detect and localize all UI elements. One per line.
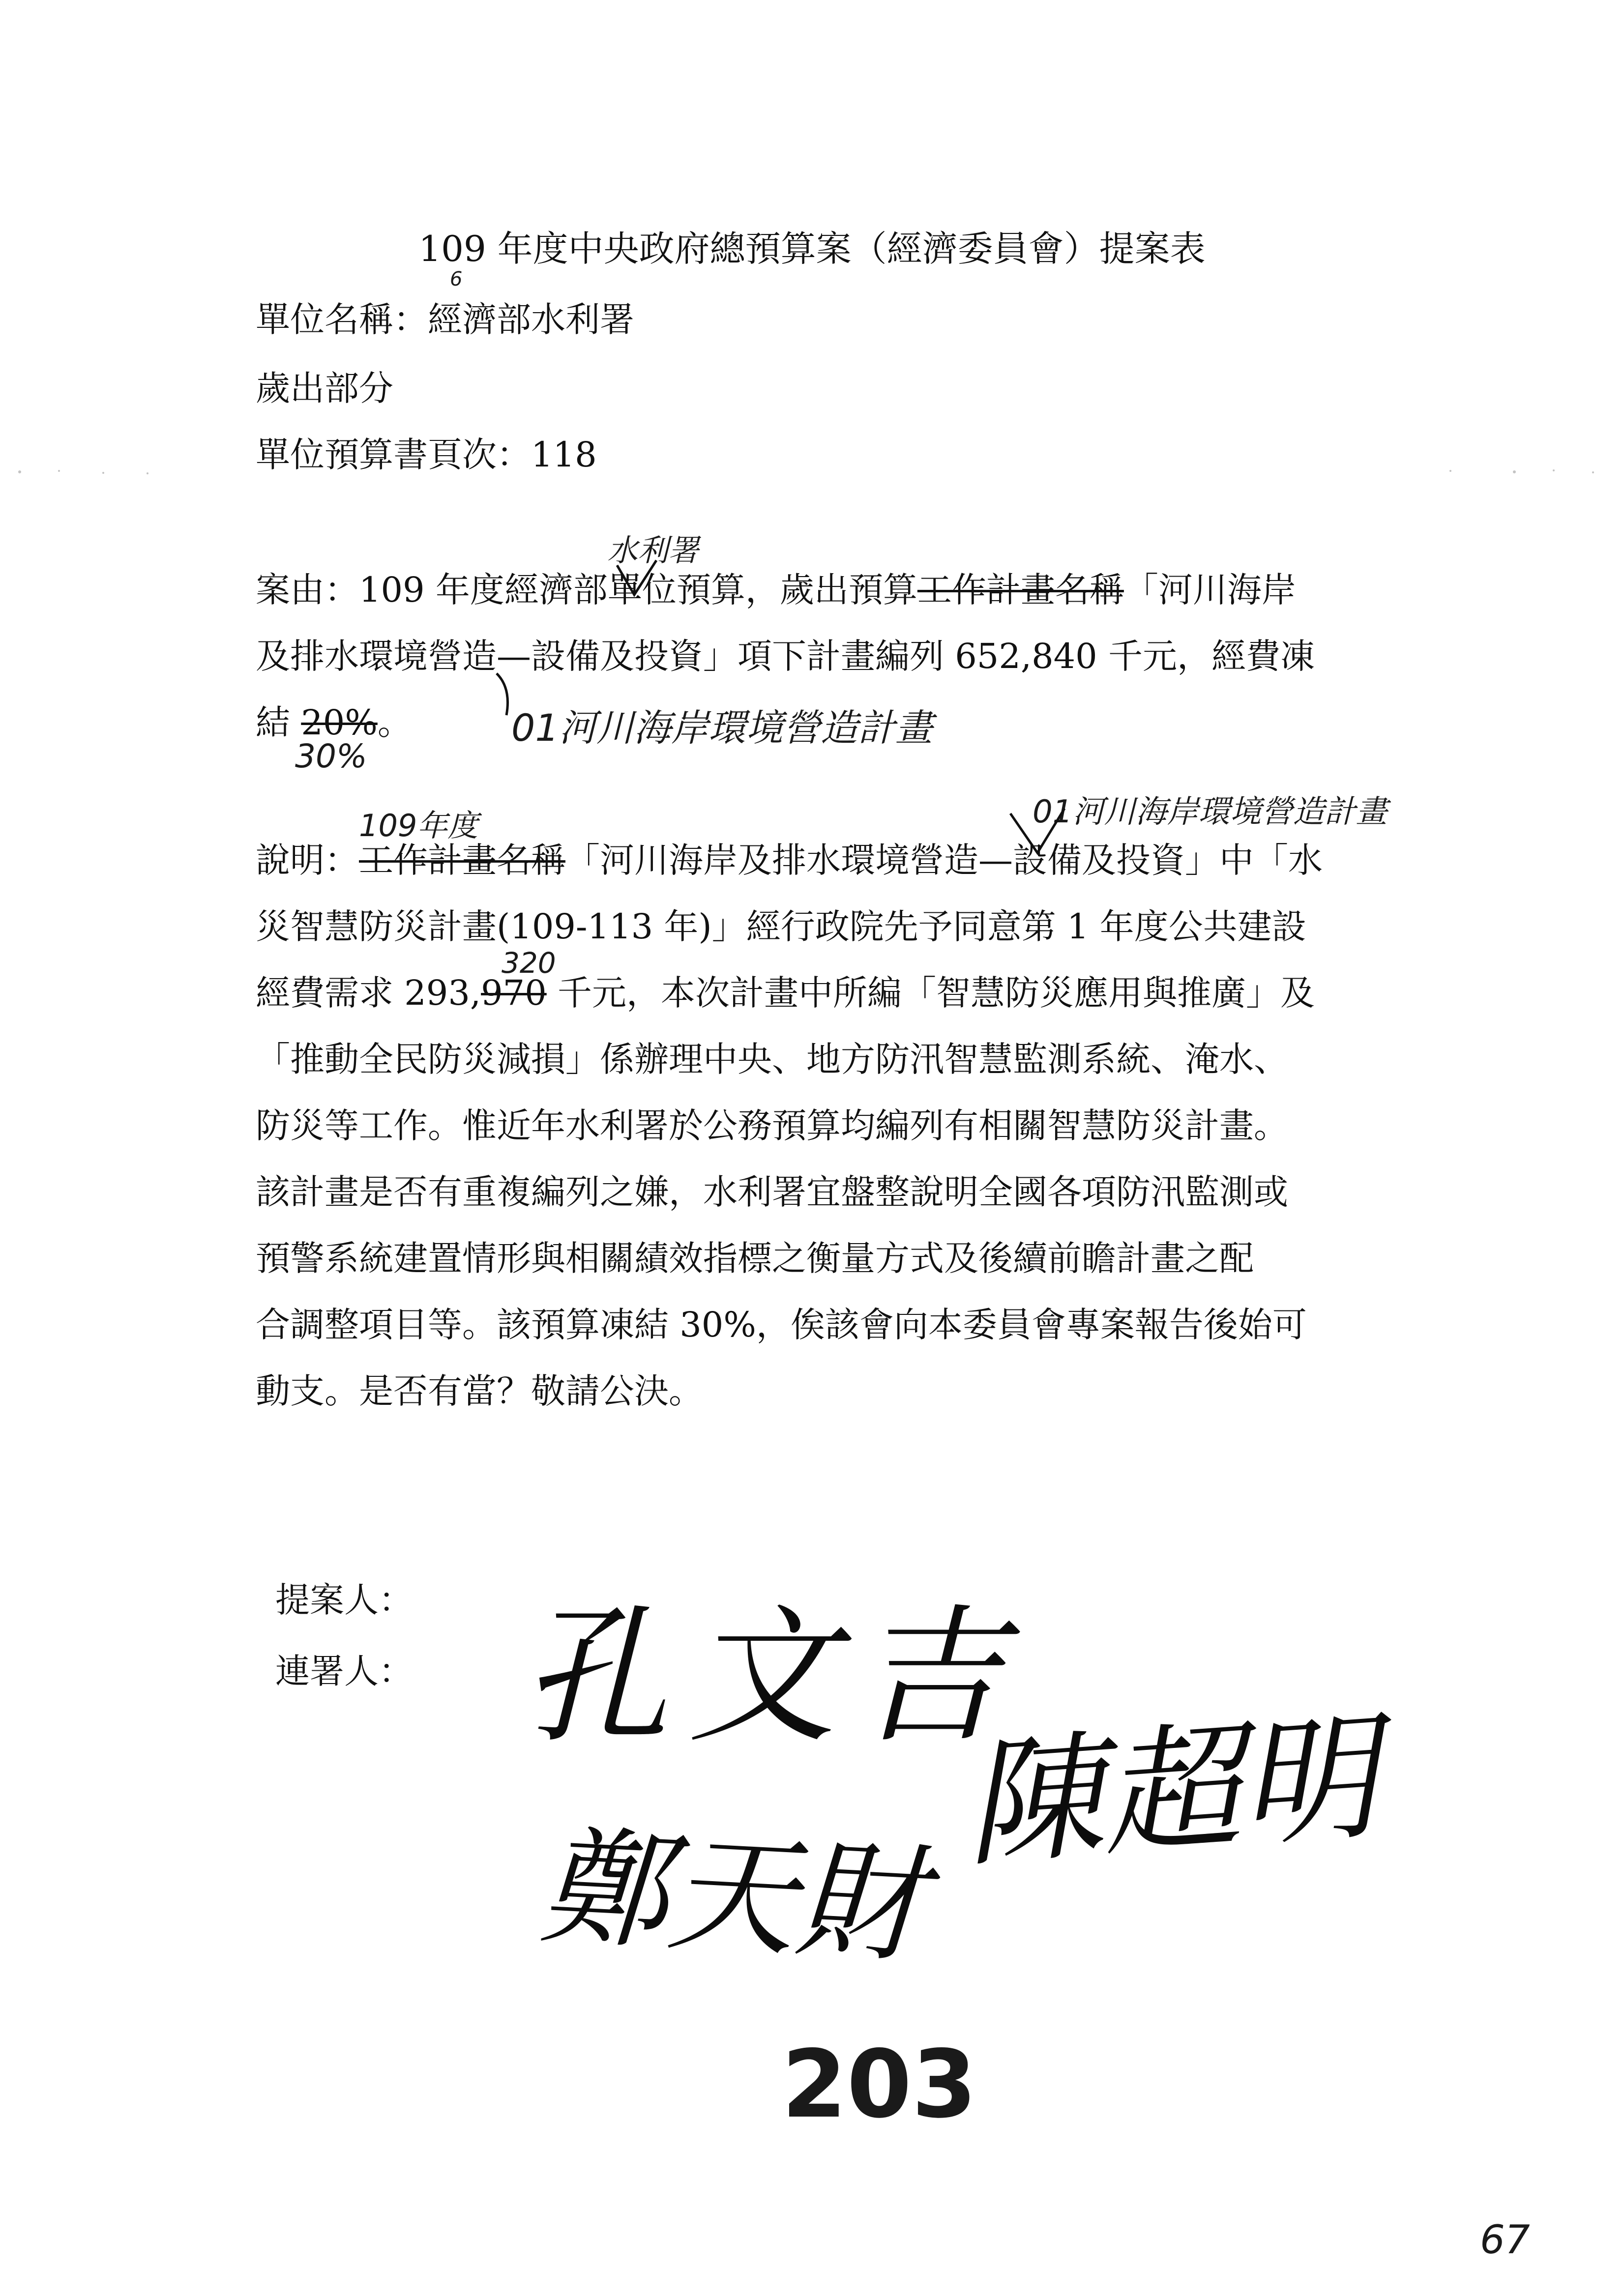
explanation-line-3-pre: 經費需求 293,	[256, 973, 481, 1013]
explanation-line-6: 該計畫是否有重複編列之嫌，水利署宜盤整說明全國各項防汛監測或	[256, 1172, 1288, 1212]
page-stamp-number: 203	[782, 2030, 977, 2139]
proposer-signature: 孔文吉	[521, 1591, 1023, 1763]
explanation-line-3-post: 千元，本次計畫中所編「智慧防災應用與推廣」及	[546, 973, 1315, 1013]
explanation-struck-text: 工作計畫名稱	[359, 840, 565, 880]
case-struck-text: 工作計畫名稱	[917, 570, 1124, 610]
case-plan-note: 01河川海岸環境營造計畫	[511, 706, 933, 750]
case-line-1-post: 「河川海岸	[1123, 570, 1296, 610]
case-line-1-mid: 單位預算，歲出預算	[607, 570, 917, 610]
cosigner-signature-2: 鄭天財	[536, 1812, 928, 1981]
explanation-line-9: 動支。是否有當？敬請公決。	[256, 1371, 703, 1411]
explanation-line-8: 合調整項目等。該預算凍結 30%，俟該會向本委員會專案報告後始可	[256, 1305, 1307, 1345]
year-insert-annotation: 109年度	[359, 808, 478, 843]
case-line-3	[256, 702, 412, 743]
insert-annotation-water-agency: 水利署	[607, 532, 699, 568]
section-label: 歲出部分	[256, 368, 393, 408]
page-title: 109 年度中央政府總預算案（經濟委員會）提案表	[418, 228, 1206, 269]
unit-name: 單位名稱：經濟部水利署	[256, 299, 634, 340]
explanation-line-1-post: 「河川海岸及排水環境營造—設備及投資」中「水	[565, 840, 1323, 880]
case-line-3-post: 。	[377, 702, 412, 743]
explanation-label: 說明：	[256, 840, 359, 880]
explanation-line-4: 「推動全民防災減損」係辦理中央、地方防汛智慧監測系統、淹水、	[256, 1039, 1288, 1079]
case-line-1	[256, 570, 1296, 610]
explanation-line-5: 防災等工作。惟近年水利署於公務預算均編列有相關智慧防災計畫。	[256, 1105, 1288, 1146]
explanation-line-7: 預警系統建置情形與相關績效指標之衡量方式及後續前瞻計畫之配	[256, 1238, 1254, 1279]
cosigner-signature-1: 陳超明	[959, 1697, 1383, 1886]
case-line-1-pre: 案由：109 年度經濟部	[256, 570, 608, 610]
corner-page-number: 67	[1480, 2217, 1530, 2263]
case-struck-percent: 20%	[301, 702, 378, 743]
budget-page: 單位預算書頁次：118	[256, 435, 597, 475]
case-line-3-pre: 結	[256, 702, 301, 743]
explanation-line-3	[256, 973, 1315, 1013]
small-pen-mark: 6	[450, 268, 463, 291]
percent-correction: 30%	[295, 737, 367, 775]
explanation-line-1	[256, 840, 1323, 880]
case-line-2: 及排水環境營造—設備及投資」項下計畫編列 652,840 千元，經費凍	[256, 636, 1315, 676]
explanation-struck-amount: 970	[481, 973, 547, 1013]
case-note-caret	[492, 668, 551, 718]
explanation-plan-note: 01河川海岸環境營造計畫	[1033, 794, 1388, 830]
explanation-line-2: 災智慧防災計畫(109-113 年)」經行政院先予同意第 1 年度公共建設	[256, 906, 1306, 947]
amount-correction: 320	[502, 946, 556, 980]
cosigner-label: 連署人：	[275, 1651, 413, 1691]
proposer-label: 提案人：	[275, 1580, 413, 1620]
